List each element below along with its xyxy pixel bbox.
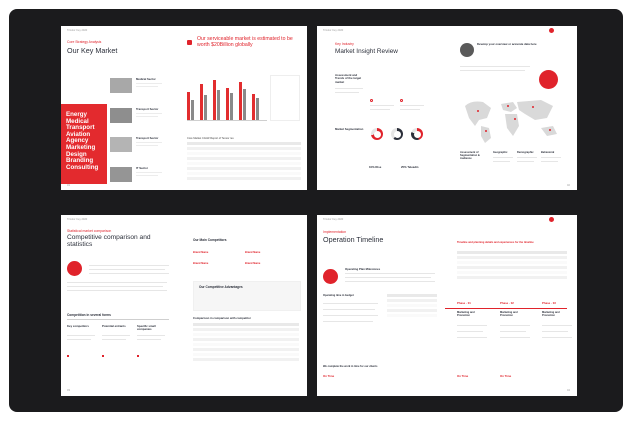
page-title: Our Key Market bbox=[67, 46, 118, 55]
text-line bbox=[67, 282, 167, 283]
text-line bbox=[460, 70, 525, 71]
text-line bbox=[137, 339, 161, 340]
column-heading: Specific small companies bbox=[137, 324, 156, 332]
industry-item: Energy bbox=[66, 111, 87, 118]
donut-chart bbox=[411, 128, 423, 140]
text-line bbox=[345, 277, 431, 278]
table-row bbox=[193, 348, 299, 351]
text-line bbox=[517, 157, 537, 158]
table-row bbox=[187, 172, 301, 175]
text-line bbox=[323, 315, 378, 316]
phase-subtitle: Marketing and Promotion bbox=[542, 311, 560, 318]
table-row bbox=[457, 271, 567, 274]
budget-heading: Operating time in budget bbox=[323, 294, 354, 297]
donut-chart bbox=[391, 128, 403, 140]
page-number: 02 bbox=[567, 184, 570, 187]
on-time-label: On Time bbox=[457, 374, 469, 378]
segment-label: Behavioral bbox=[541, 151, 555, 154]
thumbnail-image bbox=[110, 167, 132, 182]
chart-bar bbox=[191, 100, 194, 120]
page-header: Tricolor Key 2020 bbox=[67, 218, 88, 221]
on-time-label: On Time bbox=[500, 374, 512, 378]
page-operation-timeline bbox=[317, 215, 577, 396]
table-row bbox=[187, 147, 301, 150]
on-time-label: On Time bbox=[323, 374, 335, 378]
table-row bbox=[193, 333, 299, 336]
page-number: 03 bbox=[67, 389, 70, 392]
text-line bbox=[345, 281, 435, 282]
table-header bbox=[187, 142, 301, 145]
page-kicker: Key Industry bbox=[335, 42, 354, 46]
table-header bbox=[457, 251, 567, 254]
page-kicker: Core Strategy Analysis bbox=[67, 40, 102, 44]
text-line bbox=[67, 335, 95, 336]
page-header: Tricolor Key 2020 bbox=[323, 29, 344, 32]
text-line bbox=[457, 331, 483, 332]
budget-table-header bbox=[387, 294, 437, 297]
text-line bbox=[517, 161, 534, 162]
table-row bbox=[187, 152, 301, 155]
text-line bbox=[370, 105, 394, 106]
page-title: Market Insight Review bbox=[335, 48, 398, 55]
table-row bbox=[387, 304, 437, 307]
text-line bbox=[137, 335, 165, 336]
text-line bbox=[542, 331, 568, 332]
text-line bbox=[136, 113, 162, 114]
chart-bar bbox=[239, 82, 242, 120]
text-line bbox=[500, 337, 530, 338]
brand-logo-icon bbox=[549, 28, 554, 33]
text-line bbox=[400, 109, 420, 110]
bullet-marker bbox=[102, 355, 104, 357]
text-line bbox=[457, 337, 487, 338]
text-line bbox=[102, 335, 130, 336]
page-title: Competitive comparison and statistics bbox=[67, 234, 151, 248]
text-line bbox=[136, 116, 158, 117]
text-line bbox=[457, 325, 487, 326]
phase-label: Phase - 02 bbox=[500, 301, 514, 305]
text-line bbox=[102, 339, 126, 340]
industry-item: Agency bbox=[66, 137, 89, 145]
chart-bar bbox=[213, 80, 216, 121]
phase-subtitle: Marketing and Promotion bbox=[457, 311, 475, 318]
industries-list bbox=[66, 112, 98, 171]
text-line bbox=[136, 175, 158, 176]
page-market-insight bbox=[317, 26, 577, 190]
industry-item: Aviation bbox=[66, 130, 91, 138]
text-line bbox=[493, 161, 510, 162]
bullet-marker bbox=[67, 355, 69, 357]
brand-label: Brand Name bbox=[245, 262, 261, 265]
chart-icon bbox=[187, 40, 192, 45]
text-line bbox=[370, 109, 390, 110]
text-line bbox=[136, 142, 162, 143]
stat-label: 10% Rise bbox=[369, 165, 382, 169]
assessment-label: Assessment of Segmentation & Audience bbox=[460, 151, 480, 161]
world-map bbox=[461, 96, 561, 144]
chart-bar bbox=[226, 88, 229, 120]
left-label: Assessment and Trends of the target market bbox=[335, 73, 362, 84]
text-line bbox=[67, 290, 167, 291]
thumb-label: Transport Sector bbox=[136, 136, 159, 140]
text-line bbox=[136, 86, 158, 87]
table-row bbox=[457, 256, 567, 259]
thumbnail-image bbox=[110, 78, 132, 93]
page-competitive-comparison bbox=[61, 215, 307, 396]
section-label: Market Segmentation bbox=[335, 127, 364, 131]
profile-photo bbox=[460, 43, 474, 57]
text-line bbox=[541, 161, 558, 162]
segment-label: Geographic bbox=[493, 151, 508, 154]
section-heading: Competition in several forms bbox=[67, 313, 111, 317]
industries-panel bbox=[61, 104, 107, 184]
chart-bar bbox=[217, 90, 220, 120]
page-kicker: Statistical market comparison bbox=[67, 229, 112, 233]
brand-logo-icon bbox=[549, 217, 554, 222]
right-heading: Develop your overview or accurate data here bbox=[477, 42, 537, 46]
industry-item: Medical bbox=[66, 117, 89, 125]
text-line bbox=[400, 105, 424, 106]
text-line bbox=[136, 145, 158, 146]
page-header: Tricolor Key 2020 bbox=[67, 29, 88, 32]
chart-bar bbox=[252, 94, 255, 120]
table-row bbox=[387, 299, 437, 302]
chart-title: Our serviceable market is estimated to be worth $20Billion globally bbox=[197, 36, 293, 48]
chart-legend bbox=[270, 75, 300, 121]
text-line bbox=[136, 83, 162, 84]
brand-label: Brand Name bbox=[193, 262, 209, 265]
text-line bbox=[89, 273, 169, 274]
industry-item: Transport bbox=[66, 124, 95, 132]
phase-label: Phase - 01 bbox=[457, 301, 471, 305]
industry-item: Branding bbox=[66, 157, 94, 165]
text-line bbox=[323, 321, 373, 322]
text-line bbox=[542, 337, 572, 338]
table-row bbox=[193, 343, 299, 346]
chart-bar bbox=[200, 84, 203, 120]
stat-label: 25% Teleadin bbox=[401, 165, 419, 169]
text-line bbox=[136, 172, 162, 173]
bar-chart bbox=[187, 75, 265, 120]
text-line bbox=[335, 92, 359, 93]
advantages-heading: Our Competitive Advantages bbox=[199, 285, 243, 289]
phase-label: Phase - 03 bbox=[542, 301, 556, 305]
text-line bbox=[542, 325, 572, 326]
operating-heading: Operating Plan Milestones bbox=[345, 267, 381, 271]
thumb-label: Transport Sector bbox=[136, 107, 159, 111]
chart-baseline bbox=[187, 120, 267, 121]
table-row bbox=[457, 276, 567, 279]
brand-label: Brand Name bbox=[193, 251, 209, 254]
text-line bbox=[67, 286, 163, 287]
table-row bbox=[457, 266, 567, 269]
chart-bar bbox=[230, 93, 233, 120]
chart-bar bbox=[204, 95, 207, 120]
number-marker bbox=[370, 99, 373, 102]
document-icon bbox=[67, 261, 82, 276]
table-row bbox=[193, 353, 299, 356]
text-line bbox=[500, 325, 530, 326]
column-heading: Key competitors bbox=[67, 324, 89, 328]
chart-bar bbox=[243, 89, 246, 121]
number-marker bbox=[400, 99, 403, 102]
clock-icon bbox=[323, 269, 338, 284]
thumbnail-image bbox=[110, 108, 132, 123]
table-header bbox=[193, 323, 299, 326]
text-line bbox=[345, 273, 435, 274]
chart-bar bbox=[187, 92, 190, 120]
divider bbox=[67, 319, 169, 320]
table-row bbox=[187, 177, 301, 180]
segment-label: Demographic bbox=[517, 151, 534, 154]
bullet-marker bbox=[137, 355, 139, 357]
table-row bbox=[187, 162, 301, 165]
text-line bbox=[541, 157, 561, 158]
text-line bbox=[323, 309, 375, 310]
table-row bbox=[387, 309, 437, 312]
table-row bbox=[387, 314, 437, 317]
comparison-heading: Comparison in comparison with competitor bbox=[193, 316, 251, 320]
table-row bbox=[187, 157, 301, 160]
page-number: 01 bbox=[67, 184, 70, 187]
text-line bbox=[500, 331, 526, 332]
thumbnail-image bbox=[110, 137, 132, 152]
text-line bbox=[89, 269, 165, 270]
table-row bbox=[187, 167, 301, 170]
right-heading: Our Main Competitors bbox=[193, 238, 227, 242]
thumb-label: Medical Sector bbox=[136, 77, 156, 81]
foot-note: We complete the work in time for our clients bbox=[323, 365, 378, 368]
donut-chart bbox=[371, 128, 383, 140]
table-row bbox=[193, 328, 299, 331]
page-title: Operation Timeline bbox=[323, 235, 384, 244]
phase-subtitle: Marketing and Promotion bbox=[500, 311, 518, 318]
industry-item: Design bbox=[66, 150, 87, 158]
table-row bbox=[193, 338, 299, 341]
text-line bbox=[89, 265, 169, 266]
text-line bbox=[323, 303, 378, 304]
thumb-label: IT Sector bbox=[136, 166, 148, 170]
table-heading: Timeline and planning details and experiences for the timeline bbox=[457, 241, 534, 244]
page-kicker: Implementation bbox=[323, 230, 347, 234]
column-heading: Potential entrants bbox=[102, 324, 126, 328]
brand-label: Brand Name bbox=[245, 251, 261, 254]
text-line bbox=[460, 66, 530, 67]
table-row bbox=[193, 358, 299, 361]
text-line bbox=[493, 157, 513, 158]
industry-item: Marketing bbox=[66, 143, 96, 151]
table-row bbox=[457, 261, 567, 264]
page-header: Tricolor Key 2020 bbox=[323, 218, 344, 221]
text-line bbox=[67, 339, 91, 340]
industry-item: Consulting bbox=[66, 163, 99, 171]
timeline-line bbox=[445, 308, 567, 309]
advantages-box bbox=[193, 281, 301, 311]
text-line bbox=[335, 88, 363, 89]
table-title: Core Market CAGR Report of Tensor res bbox=[187, 137, 234, 140]
chart-bar bbox=[256, 98, 259, 120]
page-our-key-market bbox=[61, 26, 307, 190]
page-number: 04 bbox=[567, 389, 570, 392]
highlight-circle bbox=[539, 70, 558, 89]
